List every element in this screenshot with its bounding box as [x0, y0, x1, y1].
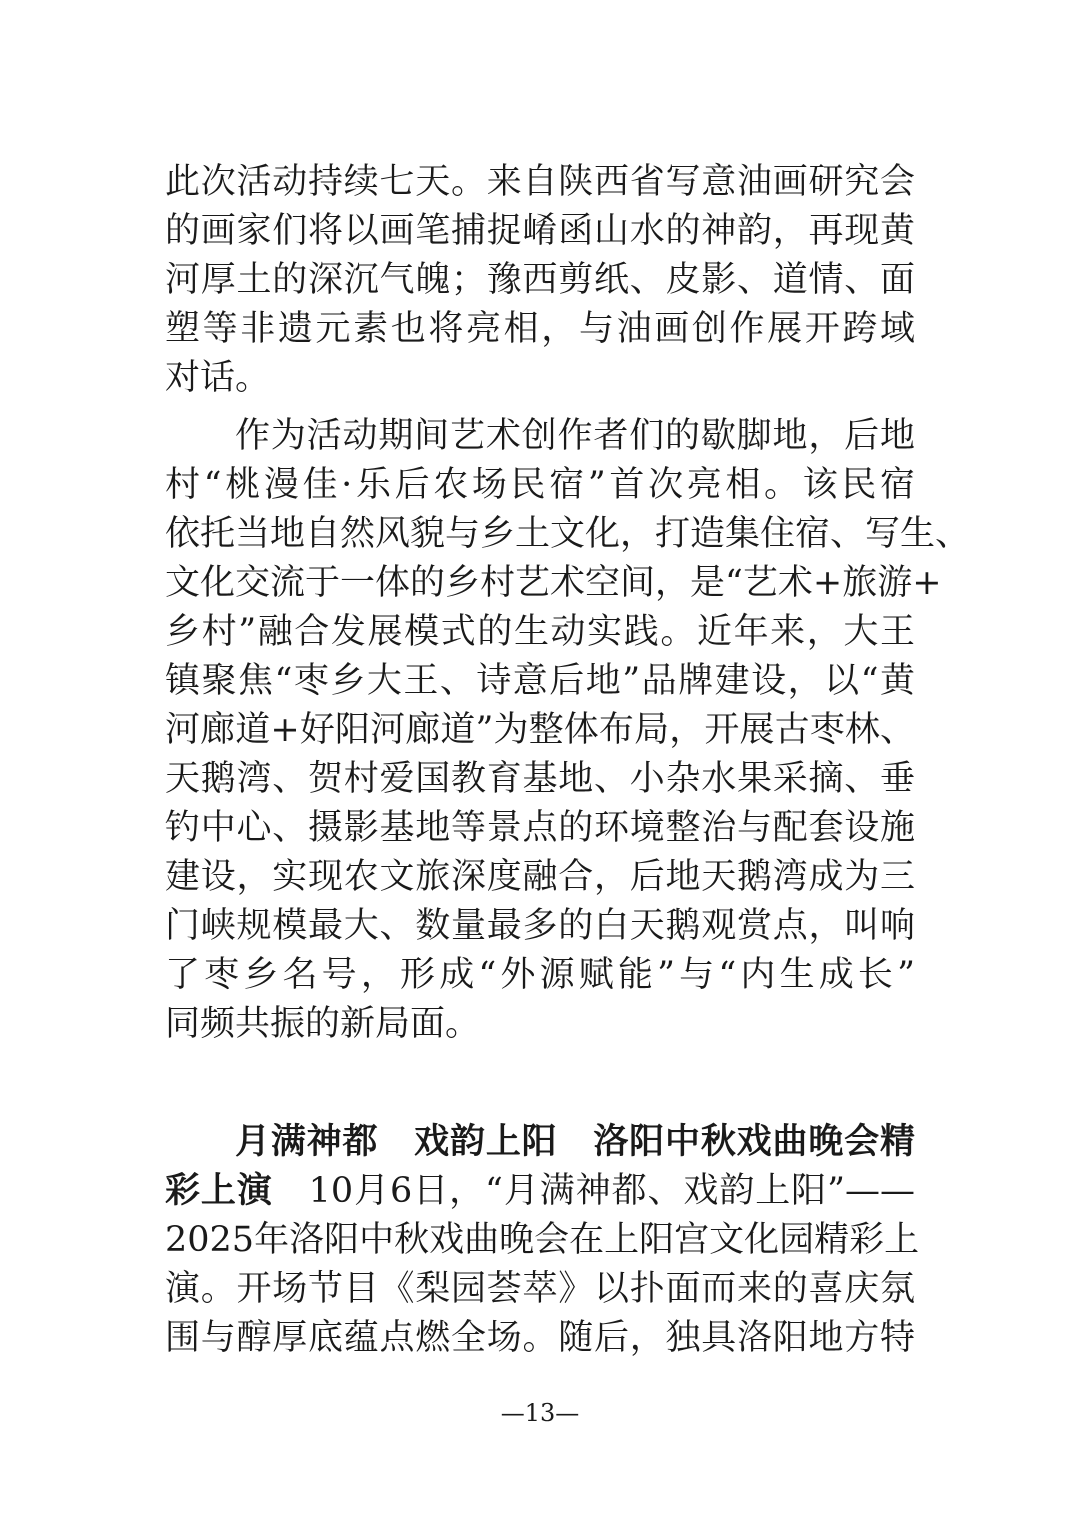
paragraph-line: 围与醇厚底蕴点燃全场。随后，独具洛阳地方特	[165, 1318, 915, 1358]
paragraph-line: 乡村”融合发展模式的生动实践。近年来，大王	[165, 612, 915, 652]
paragraph-line: 2025年洛阳中秋戏曲晚会在上阳宫文化园精彩上	[165, 1220, 920, 1260]
paragraph-line: 文化交流于一体的乡村艺术空间，是“艺术+旅游+	[165, 563, 942, 603]
paragraph-line: 依托当地自然风貌与乡土文化，打造集住宿、写生、	[165, 514, 971, 554]
paragraph-line: 河厚土的深沉气魄；豫西剪纸、皮影、道情、面	[165, 260, 915, 300]
section-heading: 月满神都 戏韵上阳 洛阳中秋戏曲晚会精	[235, 1122, 915, 1162]
section-heading-continued: 彩上演	[165, 1171, 273, 1211]
paragraph-line: 门峡规模最大、数量最多的白天鹅观赏点，叫响	[165, 906, 915, 946]
paragraph-line: 演。开场节目《梨园荟萃》以扑面而来的喜庆氛	[165, 1269, 915, 1309]
paragraph-line: 同频共振的新局面。	[165, 1004, 481, 1044]
page-number: —13—	[500, 1399, 580, 1427]
paragraph-line: 作为活动期间艺术创作者们的歇脚地，后地	[235, 416, 915, 456]
paragraph-line: 村“桃漫佳·乐后农场民宿”首次亮相。该民宿	[165, 465, 915, 505]
paragraph-line: 镇聚焦“枣乡大王、诗意后地”品牌建设，以“黄	[165, 661, 915, 701]
paragraph-line: 此次活动持续七天。来自陕西省写意油画研究会	[165, 162, 915, 202]
paragraph-line: 对话。	[165, 358, 271, 398]
paragraph-line: 河廊道+好阳河廊道”为整体布局，开展古枣林、	[165, 710, 915, 750]
paragraph-line	[165, 1169, 915, 1213]
paragraph-line: 建设，实现农文旅深度融合，后地天鹅湾成为三	[165, 857, 915, 897]
paragraph-text: 10月6日，“月满神都、戏韵上阳”——	[272, 1171, 915, 1211]
paragraph-line: 塑等非遗元素也将亮相，与油画创作展开跨域	[165, 309, 915, 349]
paragraph-line: 天鹅湾、贺村爱国教育基地、小杂水果采摘、垂	[165, 759, 915, 799]
paragraph-line: 钓中心、摄影基地等景点的环境整治与配套设施	[165, 808, 915, 848]
paragraph-line: 了枣乡名号，形成“外源赋能”与“内生成长”	[165, 955, 915, 995]
paragraph-line: 的画家们将以画笔捕捉崤函山水的神韵，再现黄	[165, 211, 915, 251]
